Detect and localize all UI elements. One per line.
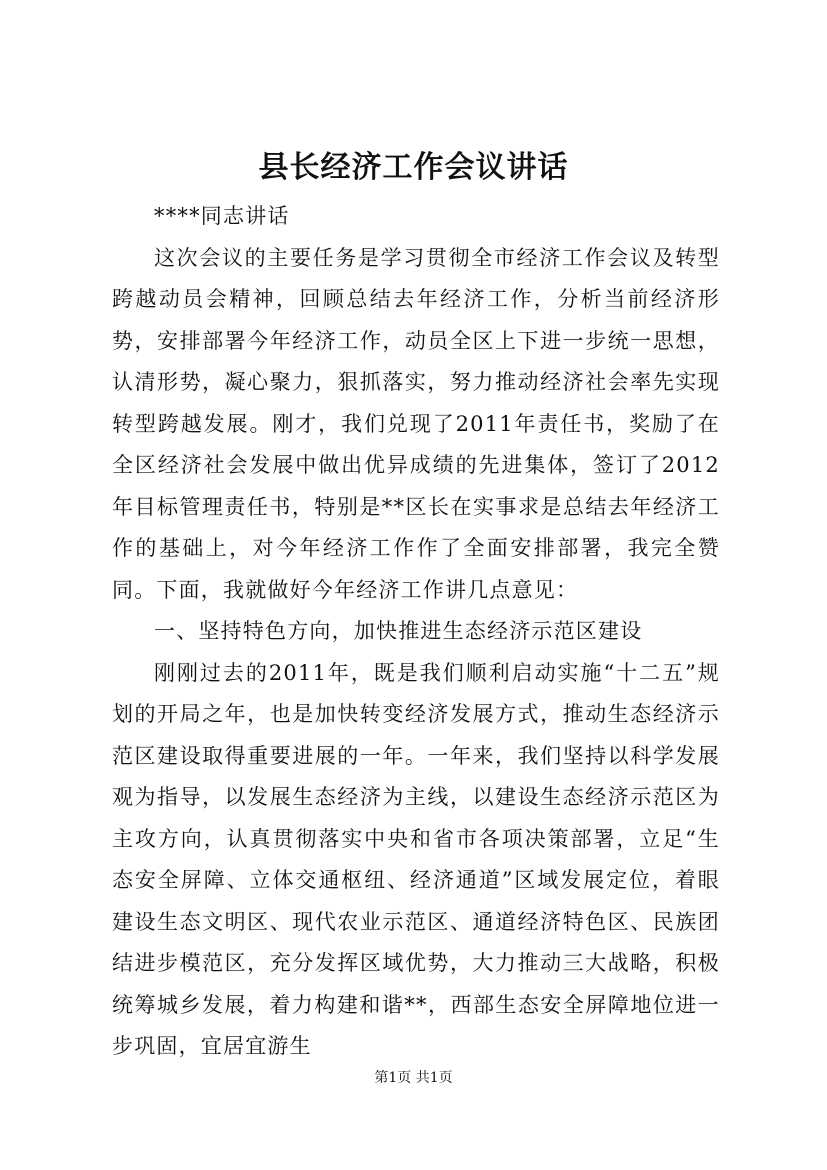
document-body — [112, 196, 720, 1068]
section-heading: 一、坚持特色方向，加快推进生态经济示范区建设 — [154, 619, 643, 643]
page-footer: 第1页 共1页 — [374, 1070, 453, 1086]
body-paragraph: 刚刚过去的2011年，既是我们顺利启动实施“十二五”规划的开局之年，也是加快转变经济发展方式，推动生态经济示范区建设取得重要进展的一年。一年来，我们坚持以科学发展观为指导，以发展生态经济为主线，以建设生态经济示范区为主攻方向，认真贯彻落实中央和省市各项决策部署，立足“生态安全屏障、立体交通枢纽、经济通道”区域发展定位，着眼建设生态文明区、现代农业示范区、通道经济特色区、民族团结进步模范区，充分发挥区域优势，大力推动三大战略，积极统筹城乡发展，着力构建和谐**，西部生态安全屏障地位进一步巩固，宜居宜游生 — [112, 660, 720, 1058]
speaker-line: ****同志讲话 — [154, 204, 290, 228]
body-paragraph: 这次会议的主要任务是学习贯彻全市经济工作会议及转型跨越动员会精神，回顾总结去年经济工作，分析当前经济形势，安排部署今年经济工作，动员全区上下进一步统一思想，认清形势，凝心聚力，狠抓落实，努力推动经济社会率先实现转型跨越发展。刚才，我们兑现了2011年责任书，奖励了在全区经济社会发展中做出优异成绩的先进集体，签订了2012年目标管理责任书，特别是**区长在实事求是总结去年经济工作的基础上，对今年经济工作作了全面安排部署，我完全赞同。下面，我就做好今年经济工作讲几点意见： — [112, 245, 720, 602]
document-title: 县长经济工作会议讲话 — [258, 150, 569, 185]
